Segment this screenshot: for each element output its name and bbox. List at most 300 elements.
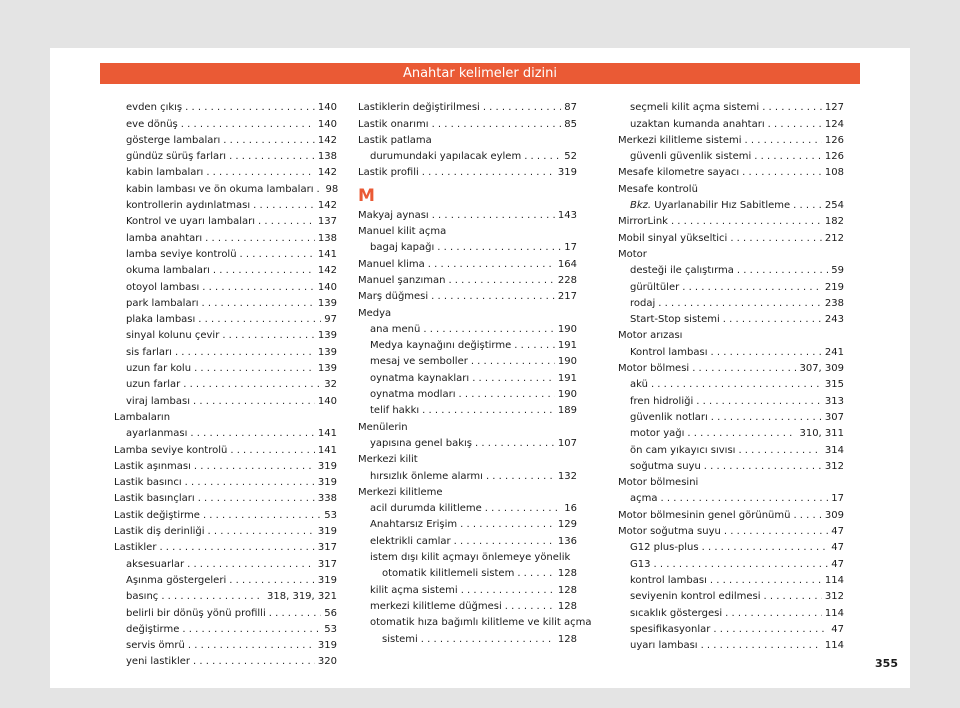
- dot-leader: [193, 654, 315, 670]
- entry-term: gürültüler: [630, 281, 680, 293]
- dot-leader: [230, 443, 315, 459]
- entry-term: yeni lastikler: [126, 656, 191, 668]
- entry-page-ref: 164: [557, 258, 577, 270]
- index-entry: [358, 403, 577, 419]
- index-entry: [358, 599, 577, 615]
- entry-term: G12 plus-plus: [630, 542, 699, 554]
- index-entry: [618, 328, 844, 344]
- entry-term: aksesuarlar: [126, 558, 185, 570]
- dot-leader: [661, 491, 829, 507]
- index-entry: [114, 638, 337, 654]
- index-entry: [618, 116, 844, 132]
- entry-page-ref: 98: [325, 183, 339, 195]
- index-entry: [618, 491, 844, 507]
- index-entry: [618, 540, 844, 556]
- entry-term: belirli bir dönüş yönü profilli: [126, 607, 266, 619]
- dot-leader: [205, 231, 315, 247]
- entry-page-ref: 107: [557, 437, 577, 449]
- dot-leader: [182, 622, 321, 638]
- entry-page-ref: 127: [824, 102, 844, 114]
- index-entry: [618, 133, 844, 149]
- dot-leader: [483, 100, 561, 116]
- dot-leader: [793, 508, 821, 524]
- entry-term: hırsızlık önleme alarmı: [370, 470, 483, 482]
- entry-term: Lastik diş derinliği: [114, 526, 205, 538]
- index-entry: [618, 426, 844, 442]
- index-entry: [358, 100, 577, 116]
- entry-term: Aşınma göstergeleri: [126, 574, 227, 586]
- entry-page-ref: 313: [824, 395, 844, 407]
- index-entry: [358, 165, 577, 181]
- dot-leader: [701, 638, 822, 654]
- entry-term: otomatik kilitlemeli sistem: [382, 568, 515, 580]
- dot-leader: [437, 240, 561, 256]
- dot-leader: [711, 410, 822, 426]
- index-entry: [114, 442, 337, 458]
- index-entry: [618, 100, 844, 116]
- entry-term: Start-Stop sistemi: [630, 314, 720, 326]
- dot-leader: [423, 322, 555, 338]
- entry-page-ref: 317: [317, 558, 337, 570]
- entry-page-ref: 47: [831, 623, 844, 635]
- entry-page-ref: 52: [564, 151, 577, 163]
- dot-leader: [222, 328, 315, 344]
- entry-term: Manuel klima: [358, 258, 425, 270]
- index-entry: [114, 344, 337, 360]
- index-entry: [618, 198, 844, 214]
- index-entry: [114, 361, 337, 377]
- entry-term: MirrorLink: [618, 216, 668, 228]
- index-entry: [358, 354, 577, 370]
- dot-leader: [711, 345, 822, 361]
- entry-page-ref: 319: [317, 460, 337, 472]
- entry-page-ref: 318, 319, 321: [267, 591, 337, 603]
- entry-term: güvenli güvenlik sistemi: [630, 151, 752, 163]
- dot-leader: [768, 117, 822, 133]
- index-entry: [358, 517, 577, 533]
- entry-page-ref: 191: [557, 372, 577, 384]
- dot-leader: [194, 459, 315, 475]
- entry-term: ana menü: [370, 323, 421, 335]
- index-entry: [114, 328, 337, 344]
- entry-term: Lamba seviye kontrolü: [114, 444, 228, 456]
- index-entry: [358, 615, 592, 631]
- entry-page-ref: 219: [824, 281, 844, 293]
- dot-leader: [428, 257, 555, 273]
- entry-term: kontrollerin aydınlatması: [126, 200, 251, 212]
- dot-leader: [316, 182, 322, 198]
- entry-page-ref: 53: [324, 623, 337, 635]
- dot-leader: [185, 100, 315, 116]
- entry-term: motor yağı: [630, 428, 685, 440]
- dot-leader: [422, 403, 555, 419]
- entry-page-ref: 317: [317, 542, 337, 554]
- entry-page-ref: 114: [824, 574, 844, 586]
- dot-leader: [713, 622, 828, 638]
- entry-page-ref: 138: [317, 151, 337, 163]
- entry-page-ref: 53: [324, 509, 337, 521]
- entry-page-ref: 312: [824, 460, 844, 472]
- entry-term: Merkezi kilit: [358, 454, 418, 466]
- entry-page-ref: 87: [564, 102, 577, 114]
- entry-term: Motor arızası: [618, 330, 683, 342]
- entry-term: sinyal kolunu çevir: [126, 330, 220, 342]
- index-entry: [114, 410, 337, 426]
- entry-page-ref: 16: [564, 503, 577, 515]
- entry-term: Kontrol lambası: [630, 346, 708, 358]
- entry-term: Makyaj aynası: [358, 209, 429, 221]
- dot-leader: [742, 165, 822, 181]
- dot-leader: [505, 599, 555, 615]
- index-entry: [618, 361, 844, 377]
- dot-leader: [454, 534, 555, 550]
- entry-page-ref: 243: [824, 314, 844, 326]
- index-entry: [358, 550, 577, 566]
- entry-page-ref: 307, 309: [799, 363, 844, 375]
- dot-leader: [471, 354, 555, 370]
- entry-page-ref: 320: [317, 656, 337, 668]
- entry-term: Kontrol ve uyarı lambaları: [126, 216, 256, 228]
- entry-page-ref: 124: [824, 118, 844, 130]
- entry-page-ref: 142: [317, 200, 337, 212]
- entry-page-ref: 140: [317, 395, 337, 407]
- dot-leader: [269, 606, 322, 622]
- entry-page-ref: 307: [824, 411, 844, 423]
- index-entry: [618, 181, 844, 197]
- index-entry: [358, 322, 577, 338]
- entry-term: Merkezi kilitleme sistemi: [618, 134, 742, 146]
- entry-page-ref: 241: [824, 346, 844, 358]
- entry-term: uzun far kolu: [126, 363, 192, 375]
- index-entry: [114, 524, 337, 540]
- dot-leader: [692, 361, 796, 377]
- index-entry: [114, 540, 337, 556]
- entry-page-ref: 141: [317, 428, 337, 440]
- index-entry: [114, 247, 337, 263]
- entry-term: acil durumda kilitleme: [370, 503, 482, 515]
- index-entry: [618, 475, 844, 491]
- entry-term: durumundaki yapılacak eylem: [370, 151, 522, 163]
- entry-page-ref: 319: [317, 640, 337, 652]
- entry-page-ref: 129: [557, 519, 577, 531]
- entry-term: Menülerin: [358, 421, 408, 433]
- entry-term: viraj lambası: [126, 395, 191, 407]
- entry-term: Motor soğutma suyu: [618, 526, 721, 538]
- entry-page-ref: 254: [824, 200, 844, 212]
- dot-leader: [460, 517, 555, 533]
- index-entry: [114, 605, 337, 621]
- entry-page-ref: 238: [824, 297, 844, 309]
- index-entry: [618, 589, 844, 605]
- index-entry: [114, 149, 337, 165]
- entry-term: istem dışı kilit açmayı önlemeye yönelik: [370, 552, 571, 564]
- entry-term: sis farları: [126, 346, 172, 358]
- entry-term: Manuel kilit açma: [358, 226, 447, 238]
- entry-term: güvenlik notları: [630, 411, 708, 423]
- index-entry: [114, 230, 337, 246]
- index-entry: [114, 279, 337, 295]
- dot-leader: [198, 491, 315, 507]
- dot-leader: [475, 436, 555, 452]
- entry-term: kabin lambası ve ön okuma lambaları: [126, 183, 314, 195]
- index-entry: [618, 149, 844, 165]
- dot-leader: [229, 573, 315, 589]
- dot-leader: [188, 638, 315, 654]
- index-column-1: [114, 100, 337, 670]
- index-entry: [618, 573, 844, 589]
- dot-leader: [696, 394, 822, 410]
- index-entry: [358, 387, 577, 403]
- index-entry: [358, 370, 577, 386]
- entry-term: lamba anahtarı: [126, 232, 203, 244]
- dot-leader: [201, 296, 314, 312]
- entry-page-ref: 47: [831, 526, 844, 538]
- index-entry: [618, 442, 844, 458]
- dot-leader: [422, 165, 555, 181]
- dot-leader: [421, 632, 555, 648]
- index-entry: [114, 475, 337, 491]
- index-column-2: [358, 100, 592, 648]
- dot-leader: [653, 557, 828, 573]
- index-entry: [358, 436, 577, 452]
- entry-term: ayarlanması: [126, 428, 188, 440]
- entry-page-ref: 140: [317, 118, 337, 130]
- entry-page-ref: 132: [557, 470, 577, 482]
- index-entry: [618, 507, 844, 523]
- dot-leader: [181, 117, 315, 133]
- entry-page-ref: 59: [831, 265, 844, 277]
- entry-term: spesifikasyonlar: [630, 623, 711, 635]
- index-entry: [618, 230, 844, 246]
- index-entry: [358, 452, 577, 468]
- entry-term: değiştirme: [126, 623, 180, 635]
- page-header: Anahtar kelimeler dizini: [100, 63, 860, 84]
- entry-page-ref: 137: [317, 216, 337, 228]
- entry-term: seçmeli kilit açma sistemi: [630, 102, 760, 114]
- entry-term: Lastik onarımı: [358, 118, 429, 130]
- dot-leader: [198, 312, 321, 328]
- index-entry: [618, 165, 844, 181]
- entry-page-ref: 309: [824, 509, 844, 521]
- entry-term: Lastik profili: [358, 167, 419, 179]
- entry-term: Marş düğmesi: [358, 291, 429, 303]
- dot-leader: [682, 280, 822, 296]
- index-entry: [358, 224, 577, 240]
- page-number: 355: [875, 657, 898, 670]
- dot-leader: [175, 345, 315, 361]
- entry-term: kontrol lambası: [630, 574, 707, 586]
- entry-page-ref: 139: [317, 346, 337, 358]
- entry-page-ref: 190: [557, 323, 577, 335]
- entry-page-ref: 314: [824, 444, 844, 456]
- entry-page-ref: 139: [317, 297, 337, 309]
- entry-page-ref: 128: [557, 600, 577, 612]
- index-entry: [358, 533, 577, 549]
- dot-leader: [704, 459, 822, 475]
- entry-page-ref: 319: [557, 167, 577, 179]
- dot-leader: [183, 377, 321, 393]
- entry-term: eve dönüş: [126, 118, 178, 130]
- index-entry: [358, 566, 577, 582]
- index-entry: [114, 100, 337, 116]
- dot-leader: [432, 117, 562, 133]
- dot-leader: [448, 273, 554, 289]
- index-entry: [114, 589, 337, 605]
- index-entry: [618, 605, 844, 621]
- entry-page-ref: 189: [557, 405, 577, 417]
- entry-page-ref: 126: [824, 134, 844, 146]
- dot-leader: [485, 501, 562, 517]
- dot-leader: [461, 583, 555, 599]
- index-entry: [358, 419, 577, 435]
- entry-term: lamba seviye kontrolü: [126, 248, 237, 260]
- entry-term: açma: [630, 493, 658, 505]
- entry-term: elektrikli camlar: [370, 535, 451, 547]
- index-entry: [618, 312, 844, 328]
- entry-term: plaka lambası: [126, 314, 196, 326]
- entry-term: Lambaların: [114, 411, 171, 423]
- index-entry: [358, 305, 577, 321]
- entry-term: telif hakkı: [370, 405, 420, 417]
- index-entry: [358, 207, 577, 223]
- entry-term: Merkezi kilitleme: [358, 486, 443, 498]
- index-letter-heading: M: [358, 186, 375, 207]
- index-entry: [358, 240, 577, 256]
- index-entry: [114, 426, 337, 442]
- entry-term: oynatma modları: [370, 389, 456, 401]
- entry-term: otoyol lambası: [126, 281, 200, 293]
- dot-leader: [202, 280, 315, 296]
- entry-term: Lastiklerin değiştirilmesi: [358, 102, 480, 114]
- dot-leader: [725, 606, 822, 622]
- entry-term: uzun farlar: [126, 379, 181, 391]
- index-column-3: [618, 100, 844, 654]
- index-entry: [114, 556, 337, 572]
- dot-leader: [651, 377, 822, 393]
- entry-page-ref: 191: [557, 340, 577, 352]
- entry-term: evden çıkış: [126, 102, 183, 114]
- entry-page-ref: 139: [317, 330, 337, 342]
- dot-leader: [724, 524, 828, 540]
- entry-term: park lambaları: [126, 297, 199, 309]
- entry-term: rodaj: [630, 297, 656, 309]
- index-entry: [114, 116, 337, 132]
- dot-leader: [229, 149, 315, 165]
- entry-page-ref: 97: [324, 314, 337, 326]
- entry-page-ref: 136: [557, 535, 577, 547]
- entry-page-ref: 56: [324, 607, 337, 619]
- entry-term: G13: [630, 558, 651, 570]
- entry-page-ref: 141: [317, 444, 337, 456]
- dot-leader: [258, 214, 315, 230]
- entry-page-ref: 190: [557, 389, 577, 401]
- dot-leader: [193, 394, 315, 410]
- index-entry: [358, 501, 577, 517]
- dot-leader: [187, 557, 315, 573]
- dot-leader: [517, 566, 555, 582]
- index-entry: [618, 393, 844, 409]
- entry-page-ref: 319: [317, 574, 337, 586]
- index-entry: [358, 273, 577, 289]
- entry-page-ref: 128: [557, 568, 577, 580]
- entry-term: Motor bölmesinin genel görünümü: [618, 509, 791, 521]
- dot-leader: [223, 133, 315, 149]
- index-entry: [114, 181, 337, 197]
- dot-leader: [723, 312, 822, 328]
- dot-leader: [161, 589, 264, 605]
- index-entry: [114, 133, 337, 149]
- entry-term: sistemi: [382, 633, 418, 645]
- dot-leader: [738, 443, 821, 459]
- index-entry: [618, 296, 844, 312]
- entry-page-ref: 140: [317, 281, 337, 293]
- dot-leader: [194, 361, 315, 377]
- entry-page-ref: 143: [557, 209, 577, 221]
- dot-leader: [514, 338, 555, 354]
- index-page: [50, 48, 910, 688]
- index-entry: [618, 638, 844, 654]
- entry-term: Motor bölmesini: [618, 477, 699, 489]
- entry-term: kabin lambaları: [126, 167, 204, 179]
- dot-leader: [762, 100, 822, 116]
- entry-page-ref: 217: [557, 291, 577, 303]
- entry-page-ref: 310, 311: [799, 428, 844, 440]
- entry-page-ref: 108: [824, 167, 844, 179]
- index-entry: [114, 491, 337, 507]
- entry-term: Medya: [358, 307, 392, 319]
- entry-page-ref: 114: [824, 607, 844, 619]
- index-entry: [358, 256, 577, 272]
- dot-leader: [206, 165, 315, 181]
- entry-term: bagaj kapağı: [370, 242, 435, 254]
- entry-page-ref: 312: [824, 591, 844, 603]
- dot-leader: [253, 198, 315, 214]
- entry-page-ref: 47: [831, 558, 844, 570]
- index-entry: [618, 279, 844, 295]
- index-entry: [358, 149, 577, 165]
- entry-term: akü: [630, 379, 648, 391]
- index-entry: [358, 289, 577, 305]
- dot-leader: [730, 231, 822, 247]
- index-entry: [358, 582, 577, 598]
- entry-page-ref: 17: [564, 242, 577, 254]
- dot-leader: [524, 149, 561, 165]
- index-entry: [618, 377, 844, 393]
- dot-leader: [431, 289, 555, 305]
- index-entry: [618, 524, 844, 540]
- entry-page-ref: 17: [831, 493, 844, 505]
- entry-term: fren hidroliği: [630, 395, 694, 407]
- entry-term: soğutma suyu: [630, 460, 701, 472]
- entry-term: uzaktan kumanda anahtarı: [630, 118, 765, 130]
- dot-leader: [737, 263, 828, 279]
- entry-term: Mesafe kontrolü: [618, 183, 698, 195]
- entry-page-ref: 138: [317, 232, 337, 244]
- dot-leader: [208, 524, 315, 540]
- entry-page-ref: 126: [824, 151, 844, 163]
- dot-leader: [763, 589, 821, 605]
- index-entry: [114, 377, 337, 393]
- entry-term: Lastik basıncı: [114, 477, 182, 489]
- dot-leader: [486, 469, 555, 485]
- entry-term: Medya kaynağını değiştirme: [370, 340, 512, 352]
- entry-page-ref: 140: [317, 102, 337, 114]
- entry-term: gösterge lambaları: [126, 134, 221, 146]
- index-entry: [114, 165, 337, 181]
- entry-page-ref: 142: [317, 167, 337, 179]
- index-entry: [114, 393, 337, 409]
- entry-term: ön cam yıkayıcı sıvısı: [630, 444, 736, 456]
